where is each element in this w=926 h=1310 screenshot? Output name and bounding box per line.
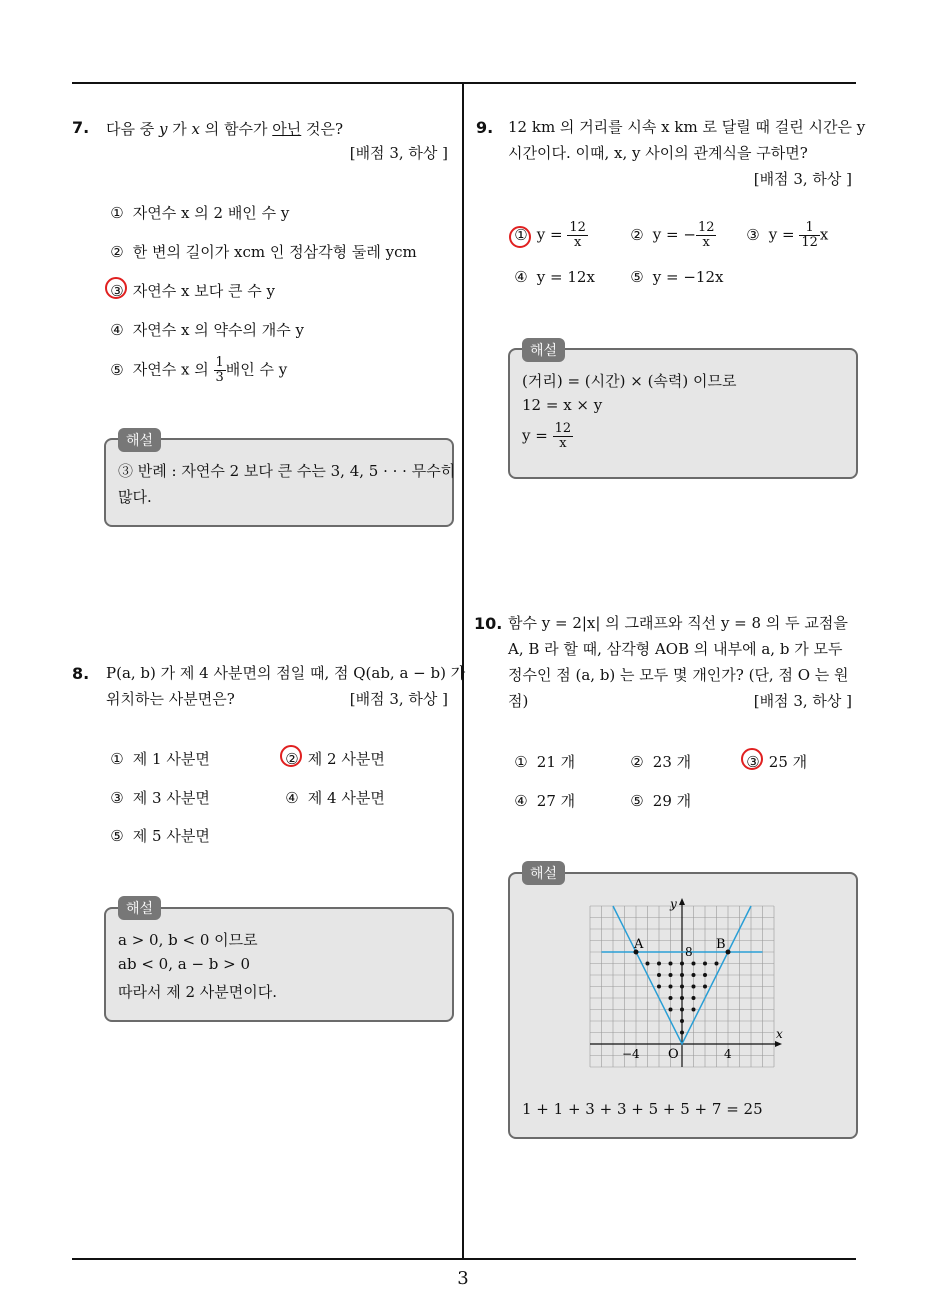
explanation-line: ab < 0, a − b > 0 — [118, 955, 251, 973]
lattice-point — [692, 1008, 696, 1012]
option-4[interactable]: ④ 자연수 x 의 약수의 개수 y — [110, 321, 304, 339]
question-number: 7. — [72, 118, 90, 137]
question-line: P(a, b) 가 제 4 사분면의 점일 때, 점 Q(ab, a − b) 가 — [106, 664, 466, 682]
option-3[interactable]: ③ 자연수 x 보다 큰 수 y — [110, 282, 275, 300]
option-5[interactable]: ⑤ 제 5 사분면 — [110, 827, 210, 845]
fraction: $\frac{1}{12}$ — [801, 220, 818, 250]
explanation-tag: 해설 — [522, 861, 565, 885]
question-number: 10. — [474, 614, 503, 633]
point-A-label: A — [634, 937, 644, 952]
lattice-point — [680, 985, 684, 989]
option-5[interactable]: ⑤ y = −12x — [630, 268, 724, 286]
fraction: $\frac{12}{x}$ — [697, 220, 715, 250]
option-1[interactable]: ① 21 개 — [514, 753, 576, 771]
explanation-line: 많다. — [118, 488, 152, 506]
page-number: 3 — [457, 1268, 469, 1289]
question-line: 정수인 점 (a, b) 는 모두 몇 개인가? (단, 점 O 는 원 — [508, 666, 849, 684]
question-line: 점) — [508, 692, 529, 710]
question-line: 함수 y = 2|x| 의 그래프와 직선 y = 8 의 두 교점을 — [508, 614, 848, 632]
lattice-point — [703, 962, 707, 966]
explanation-box — [508, 348, 858, 479]
fraction: $\frac{1}{3}$ — [215, 355, 224, 385]
bottom-rule — [72, 1258, 856, 1260]
explanation-tag: 해설 — [118, 428, 161, 452]
lattice-point — [680, 1031, 684, 1035]
score-meta: [배점 3, 하상 ] — [349, 690, 448, 708]
y-tick-8: 8 — [685, 945, 693, 959]
axes — [590, 898, 782, 1067]
score-meta: [배점 3, 하상 ] — [753, 170, 852, 188]
question-line: 12 km 의 거리를 시속 x km 로 달릴 때 걸린 시간은 y — [508, 118, 866, 136]
lattice-point — [646, 962, 650, 966]
option-3[interactable]: ③ y = $\frac{1}{12}$ x — [746, 220, 829, 250]
lattice-point — [669, 973, 673, 977]
score-meta: [배점 3, 하상 ] — [349, 144, 448, 162]
fraction: $\frac{12}{x}$ — [554, 421, 572, 451]
option-3[interactable]: ③ 제 3 사분면 — [110, 789, 210, 807]
x-tick-4: 4 — [724, 1047, 732, 1061]
top-rule — [72, 82, 856, 84]
answer-circle — [741, 748, 763, 770]
explanation-line: ③ 반례 : 자연수 2 보다 큰 수는 3, 4, 5 · · · 무수히 — [118, 462, 456, 480]
question-number: 9. — [476, 118, 494, 137]
question-text: 다음 중 y 가 x 의 함수가 아닌 것은? — [106, 120, 344, 138]
lattice-point — [680, 996, 684, 1000]
answer-circle — [105, 277, 127, 299]
question-line: A, B 라 할 때, 삼각형 AOB 의 내부에 a, b 가 모두 — [508, 640, 843, 658]
option-3[interactable]: ③ 25 개 — [746, 753, 808, 771]
option-4[interactable]: ④ y = 12x — [514, 268, 595, 286]
question-line: 위치하는 사분면은? — [106, 690, 235, 708]
y-axis-label: y — [670, 898, 677, 911]
lattice-point — [669, 985, 673, 989]
option-5[interactable]: ⑤ 자연수 x 의 $\frac{1}{3}$ 배인 수 y — [110, 355, 288, 385]
option-2[interactable]: ② y = − $\frac{12}{x}$ — [630, 220, 715, 250]
lattice-point — [703, 973, 707, 977]
lattice-point — [669, 962, 673, 966]
option-4[interactable]: ④ 27 개 — [514, 792, 576, 810]
question-number: 8. — [72, 664, 90, 683]
x-tick-neg4: −4 — [622, 1047, 640, 1061]
score-meta: [배점 3, 하상 ] — [753, 692, 852, 710]
answer-circle — [280, 745, 302, 767]
lattice-point — [680, 973, 684, 977]
explanation-line: 12 = x × y — [522, 396, 603, 414]
lattice-point — [703, 985, 707, 989]
explanation-sum: 1 + 1 + 3 + 3 + 5 + 5 + 7 = 25 — [522, 1100, 763, 1118]
explanation-line: a > 0, b < 0 이므로 — [118, 931, 258, 949]
option-1[interactable]: ① 제 1 사분면 — [110, 750, 210, 768]
lattice-point — [657, 985, 661, 989]
option-4[interactable]: ④ 제 4 사분면 — [285, 789, 385, 807]
lattice-point — [692, 962, 696, 966]
option-2[interactable]: ② 한 변의 길이가 xcm 인 정삼각형 둘레 ycm — [110, 243, 417, 261]
option-2[interactable]: ② 제 2 사분면 — [285, 750, 385, 768]
point-B-label: B — [716, 937, 726, 952]
explanation-tag: 해설 — [522, 338, 565, 362]
x-axis-label: x — [776, 1027, 783, 1041]
lattice-point — [715, 962, 719, 966]
answer-circle — [509, 226, 531, 248]
explanation-line: y = $\frac{12}{x}$ — [522, 421, 572, 451]
lattice-point — [692, 996, 696, 1000]
lattice-point — [680, 1019, 684, 1023]
option-1[interactable]: ① y = $\frac{12}{x}$ — [514, 220, 586, 250]
explanation-tag: 해설 — [118, 896, 161, 920]
question-line: 시간이다. 이때, x, y 사이의 관계식을 구하면? — [508, 144, 808, 162]
x-arrow — [775, 1041, 782, 1047]
fraction: $\frac{12}{x}$ — [569, 220, 586, 250]
lattice-point — [680, 1008, 684, 1012]
option-1[interactable]: ① 자연수 x 의 2 배인 수 y — [110, 204, 290, 222]
explanation-box — [508, 872, 858, 1139]
lattice-point — [657, 962, 661, 966]
explanation-box — [104, 907, 454, 1022]
y-arrow — [679, 898, 685, 905]
lattice-point — [692, 985, 696, 989]
lattice-point — [669, 996, 673, 1000]
graph-figure — [588, 898, 788, 1074]
option-5[interactable]: ⑤ 29 개 — [630, 792, 692, 810]
lattice-point — [680, 962, 684, 966]
explanation-line: 따라서 제 2 사분면이다. — [118, 983, 278, 1001]
explanation-line: (거리) = (시간) × (속력) 이므로 — [522, 372, 737, 390]
option-2[interactable]: ② 23 개 — [630, 753, 692, 771]
lattice-point — [692, 973, 696, 977]
intersection-point — [726, 950, 731, 955]
lattice-point — [657, 973, 661, 977]
origin-label: O — [668, 1047, 679, 1062]
lattice-point — [669, 1008, 673, 1012]
